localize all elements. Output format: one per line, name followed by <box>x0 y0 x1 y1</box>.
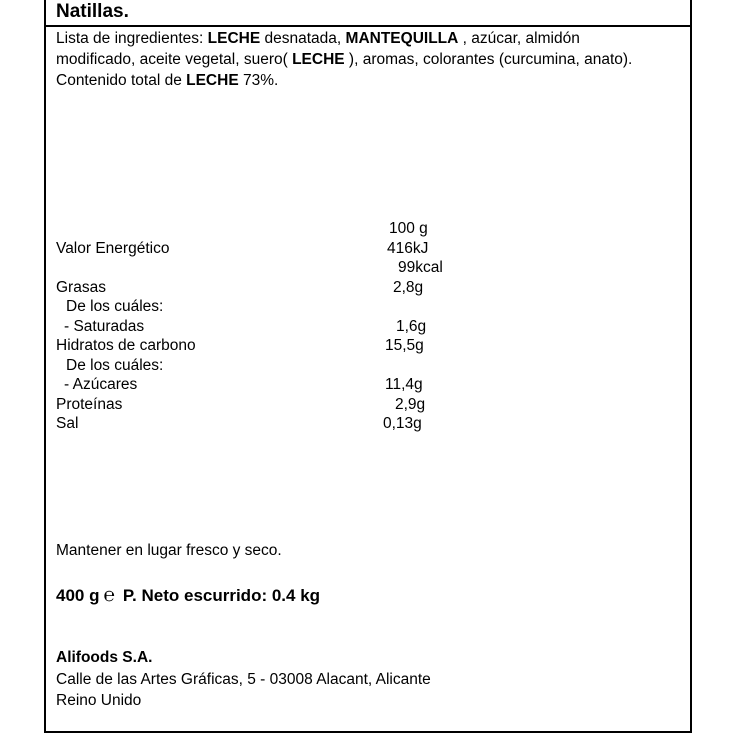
title-row <box>46 0 690 27</box>
fat-value: 2,8g <box>393 279 424 296</box>
saturates-label: - Saturadas <box>64 318 145 335</box>
ingredient-allergen: LECHE <box>207 30 261 47</box>
nutrition-header: 100 g <box>389 220 428 237</box>
ingredient-text: ), aromas, colorantes (curcumina, anato). Contenido total de <box>56 51 633 89</box>
net-weight-line <box>56 585 320 607</box>
sugars-label: - Azúcares <box>64 376 138 393</box>
product-title: Natillas. <box>56 1 129 22</box>
company-name: Alifoods S.A. <box>56 649 153 666</box>
carbs-value: 15,5g <box>385 337 424 354</box>
company-address: Calle de las Artes Gráficas, 5 - 03008 Alacant, Alicante <box>56 671 431 688</box>
energy-kcal: 99kcal <box>398 259 443 276</box>
carbs-label: Hidratos de carbono <box>56 337 196 354</box>
label-frame <box>44 0 692 733</box>
ingredient-allergen: MANTEQUILLA <box>345 30 459 47</box>
energy-kj: 416kJ <box>387 240 429 257</box>
estimated-sign-icon: ℮ <box>103 585 115 606</box>
fat-of-which: De los cuáles: <box>66 298 164 315</box>
salt-value: 0,13g <box>383 415 422 432</box>
saturates-value: 1,6g <box>396 318 427 335</box>
ingredient-text: 73%. <box>238 72 279 89</box>
fat-label: Grasas <box>56 279 106 296</box>
carbs-of-which: De los cuáles: <box>66 357 164 374</box>
sugars-value: 11,4g <box>385 376 423 393</box>
company-country: Reino Unido <box>56 692 142 709</box>
net-weight: 400 g <box>56 586 100 605</box>
drained-weight: P. Neto escurrido: 0.4 kg <box>122 586 321 605</box>
ingredients-list <box>56 28 656 91</box>
salt-label: Sal <box>56 415 79 432</box>
ingredient-text: , azúcar, almidón modificado, aceite vegetal, suero( <box>56 30 580 68</box>
energy-label: Valor Energético <box>56 240 170 257</box>
ingredient-text: Lista de ingredientes: <box>56 30 208 47</box>
protein-value: 2,9g <box>395 396 426 413</box>
ingredient-allergen: LECHE <box>292 51 345 68</box>
storage-instructions: Mantener en lugar fresco y seco. <box>56 542 282 559</box>
protein-label: Proteínas <box>56 396 123 413</box>
ingredient-allergen: LECHE <box>186 72 239 89</box>
ingredient-text: desnatada, <box>260 30 346 47</box>
